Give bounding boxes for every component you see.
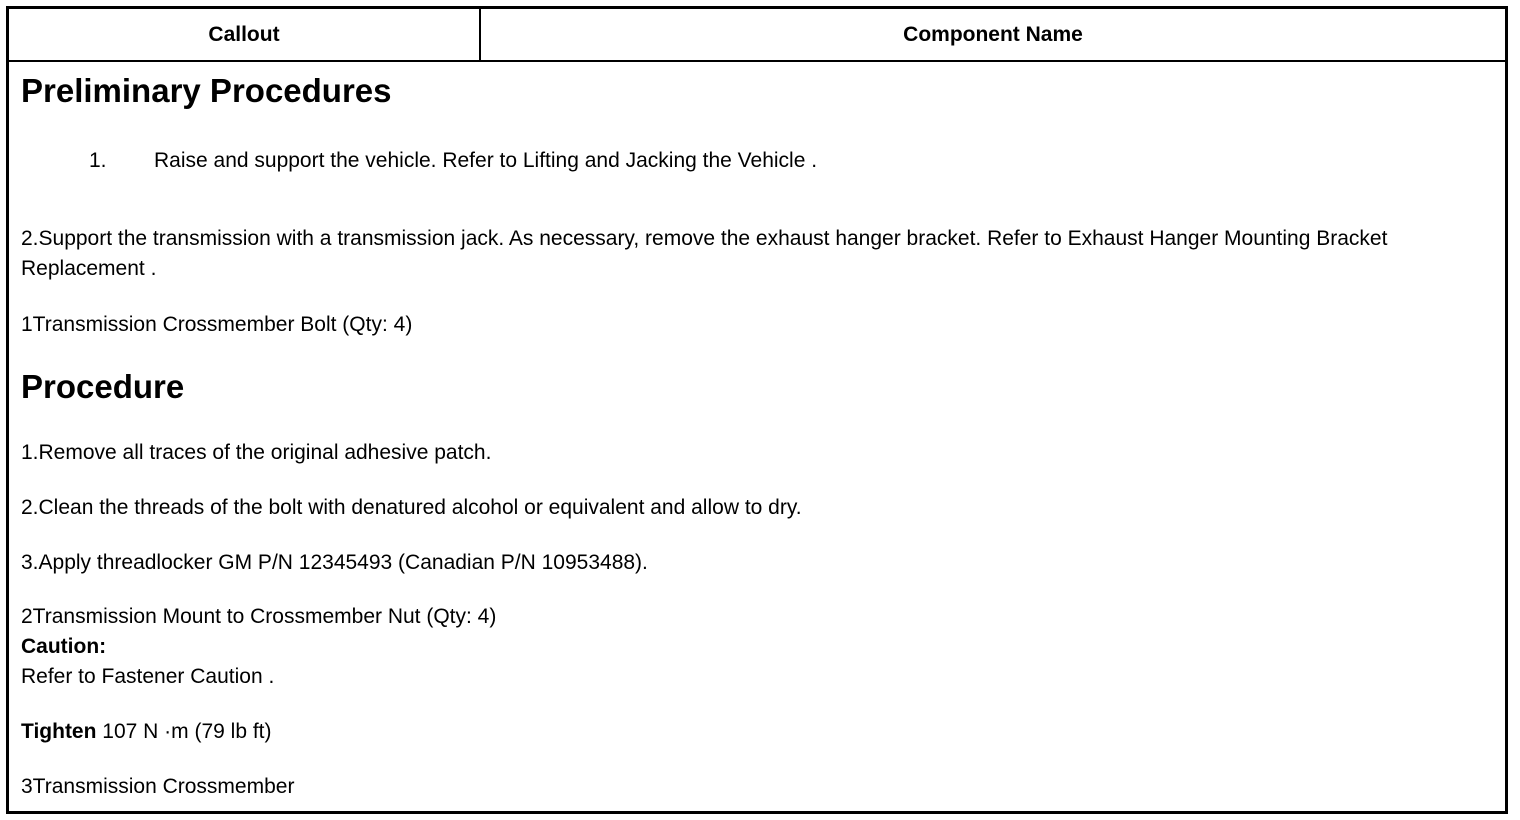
table-header-row bbox=[9, 9, 1505, 62]
caution-label: Caution: bbox=[21, 635, 107, 658]
procedure-step2: 2.Clean the threads of the bolt with denatured alcohol or equivalent and allow to dry. bbox=[21, 496, 802, 519]
component-name-column-header: Component Name bbox=[903, 22, 1083, 46]
preliminary-step2-text: 2.Support the transmission with a transmission jack. As necessary, remove the exhaust hanger bracket. Refer to Exhaust Hanger Mounting Bracket Replacement . bbox=[21, 227, 1388, 280]
component3-label: 3Transmission Crossmember bbox=[21, 775, 295, 798]
preliminary-step1-text: Raise and support the vehicle. Refer to Lifting and Jacking the Vehicle . bbox=[154, 149, 818, 172]
procedure-step1: 1.Remove all traces of the original adhesive patch. bbox=[21, 441, 492, 464]
preliminary-step1-number: 1. bbox=[89, 149, 107, 172]
procedure-heading: Procedure bbox=[21, 368, 185, 405]
component2-label: 2Transmission Mount to Crossmember Nut (Qty: 4) bbox=[21, 605, 497, 628]
torque-spec bbox=[21, 717, 272, 747]
caution-text: Refer to Fastener Caution . bbox=[21, 665, 275, 688]
preliminary-procedures-heading: Preliminary Procedures bbox=[21, 72, 392, 109]
component1-label: 1Transmission Crossmember Bolt (Qty: 4) bbox=[21, 313, 413, 336]
tighten-label: Tighten bbox=[21, 720, 97, 743]
procedure-table bbox=[6, 6, 1508, 814]
callout-column-header: Callout bbox=[9, 9, 481, 60]
tighten-value: 107 N ·m (79 lb ft) bbox=[96, 720, 272, 743]
procedure-step3: 3.Apply threadlocker GM P/N 12345493 (Canadian P/N 10953488). bbox=[21, 551, 648, 574]
